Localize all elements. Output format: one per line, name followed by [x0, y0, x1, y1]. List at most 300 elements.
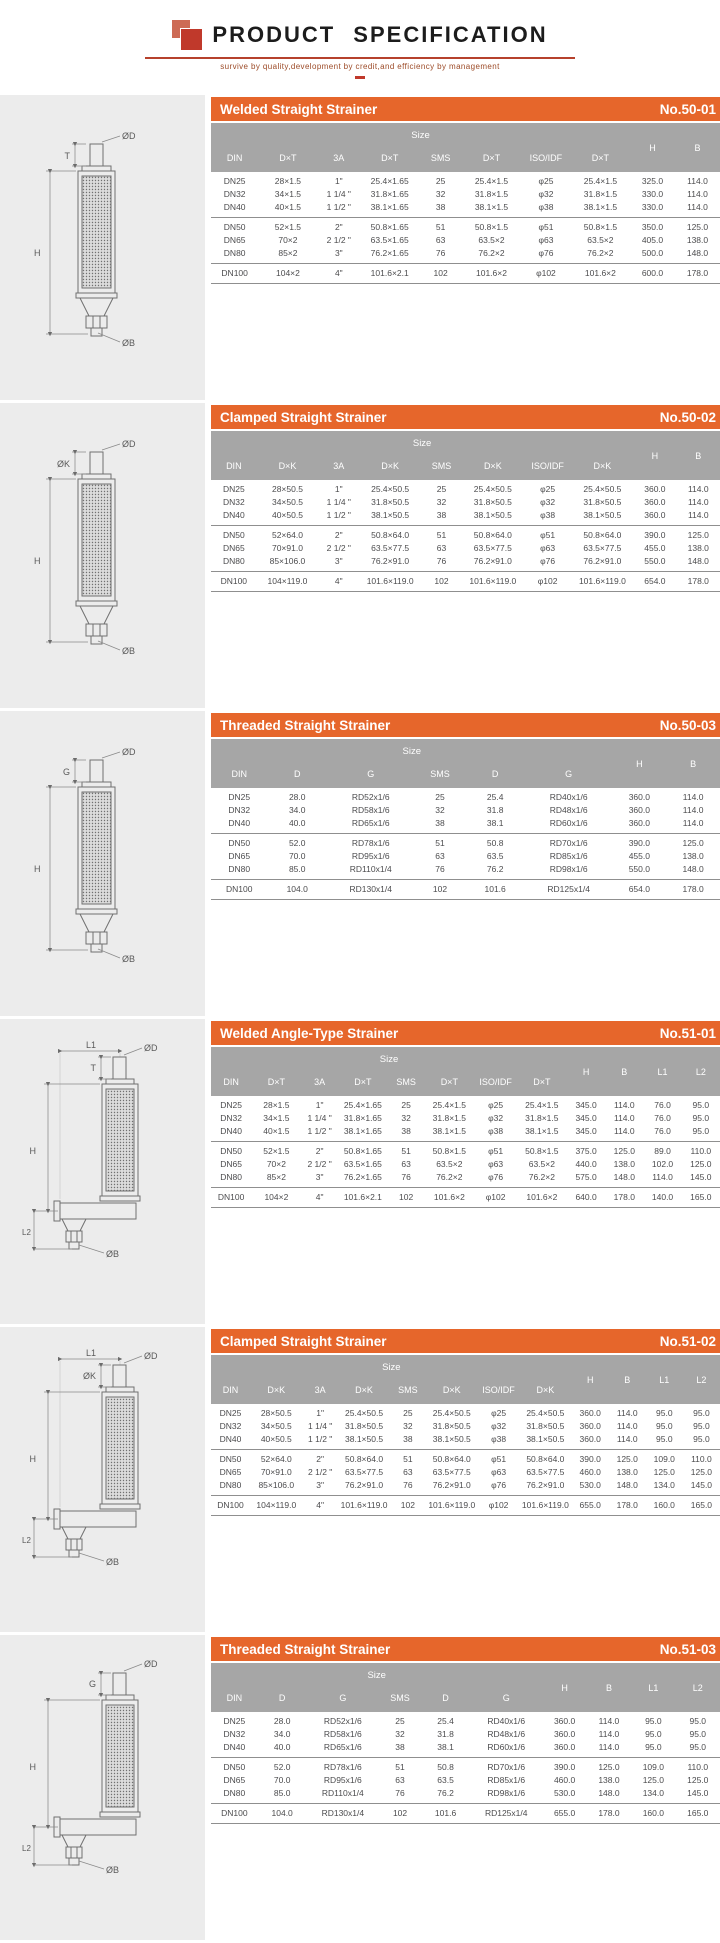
cell: DN25 [219, 1408, 242, 1418]
cell: 390.0 [553, 1762, 576, 1773]
cell: DN40 [220, 1126, 242, 1137]
table-title-bar [211, 97, 720, 121]
cell: 76.2×2 [528, 1172, 555, 1183]
cell: 31.8×1.5 [474, 189, 509, 200]
strainer-drawing-angle [20, 1347, 185, 1612]
cell: RD85x1/6 [549, 851, 588, 862]
table-row [211, 555, 720, 572]
cell: 165.0 [690, 1192, 712, 1203]
table-title: Threaded Straight Strainer [220, 717, 391, 733]
cell: DN50 [228, 838, 251, 849]
cell: 114.0 [687, 484, 709, 494]
table-row [211, 247, 720, 264]
cell: DN25 [223, 176, 246, 186]
cell: φ38 [488, 1126, 504, 1137]
cell: 101.6×2 [433, 1192, 465, 1203]
cell: 104.0 [286, 884, 308, 895]
drawing-panel [0, 95, 205, 403]
cell: 102.0 [651, 1159, 674, 1170]
cell: 114.0 [613, 1126, 635, 1137]
cell: 50.8×64.0 [432, 1454, 471, 1465]
dim-label-height: H [29, 1762, 36, 1772]
cell: DN80 [223, 248, 246, 259]
cell: 38.1×50.5 [526, 1434, 565, 1445]
cell: 31.8 [437, 1729, 454, 1740]
strainer-mesh [106, 1397, 134, 1499]
cell: 102 [399, 1192, 414, 1203]
cell: 38.1 [486, 818, 504, 829]
cell: 2 1/2 " [326, 543, 351, 554]
cell: φ25 [540, 484, 556, 494]
col-header: D×T [258, 146, 317, 172]
cell: 1" [316, 1408, 325, 1418]
table-header [211, 1355, 720, 1404]
col-header: SMS [415, 762, 466, 788]
cell: 104.0 [271, 1808, 293, 1819]
table-title-bar [211, 405, 720, 429]
table-title-bar [211, 1329, 720, 1353]
dim-label-outlet: ØB [106, 1249, 120, 1259]
cell: 38.1×1.65 [343, 1126, 382, 1137]
drawing-panel [0, 711, 205, 1019]
cell: RD125x1/4 [484, 1808, 528, 1819]
cell: 1 1/2 " [307, 1126, 332, 1137]
cell: 38.1×50.5 [583, 510, 622, 521]
strainer-mesh [106, 1705, 134, 1807]
cell: 28×1.5 [263, 1100, 290, 1110]
cell: 38 [436, 510, 447, 521]
row-group [211, 1142, 720, 1188]
cell: 178.0 [682, 884, 704, 895]
cell: 101.6 [484, 884, 506, 895]
size-header: Size [211, 1047, 567, 1070]
cell: 63 [435, 851, 445, 862]
cell: φ102 [537, 576, 558, 587]
table-row [211, 1466, 720, 1479]
table-row [211, 201, 720, 218]
cell: φ102 [536, 268, 556, 279]
cell: 51 [435, 838, 445, 849]
cell: 360.0 [579, 1421, 601, 1432]
col-header: D [465, 762, 524, 788]
cell: 76.2×91.0 [526, 1480, 565, 1491]
cell: 38.1×1.65 [370, 202, 409, 213]
cell: 114.0 [687, 189, 708, 200]
cell: 325.0 [641, 176, 664, 186]
dim-label-diameter: ØD [144, 1659, 158, 1669]
strainer-body-outline [76, 452, 117, 644]
table-panel [205, 1327, 720, 1635]
cell: 25.4×50.5 [583, 484, 622, 494]
cell: 101.6 [434, 1808, 457, 1819]
cell: 2 1/2 " [326, 235, 351, 246]
drawing-panel [0, 1635, 205, 1943]
table-panel [205, 95, 720, 403]
dim-label-port: G [62, 766, 70, 777]
cell: 102 [434, 576, 449, 587]
cell: 138.0 [613, 1159, 635, 1170]
table-number: No.51-02 [659, 1333, 716, 1349]
table-row [211, 188, 720, 201]
table-row [211, 496, 720, 509]
cell: 655.0 [553, 1808, 576, 1819]
dim-label-height: H [33, 863, 40, 874]
cell: φ25 [538, 176, 554, 186]
row-group [211, 1758, 720, 1804]
cell: 50.8×1.5 [525, 1146, 559, 1157]
cell: 145.0 [690, 1480, 713, 1491]
cell: 145.0 [687, 1788, 709, 1799]
cell: 70×2 [266, 1159, 286, 1170]
cell: DN25 [220, 1100, 242, 1110]
cell: RD95x1/6 [351, 851, 390, 862]
cell: 95.0 [692, 1113, 710, 1124]
col-header: DIN [211, 454, 257, 480]
cell: 360.0 [553, 1742, 576, 1753]
table-row [211, 834, 720, 851]
cell: DN32 [228, 805, 251, 816]
cell: 104×119.0 [267, 576, 308, 587]
dim-label-outlet: ØB [121, 645, 135, 656]
cell: DN65 [222, 543, 245, 554]
cell: 28×1.5 [274, 176, 302, 186]
cell: 330.0 [641, 202, 664, 213]
row-group [211, 1096, 720, 1142]
cell: 350.0 [641, 222, 664, 233]
col-header: L1 [631, 1663, 675, 1712]
cell: 1 1/4 " [326, 497, 351, 508]
cell: 2" [315, 1146, 324, 1157]
table-row [211, 1158, 720, 1171]
table-row [211, 1804, 720, 1824]
col-header: H [567, 1047, 605, 1096]
col-header: G [470, 1686, 542, 1712]
col-header: H [633, 431, 676, 480]
cell: φ76 [538, 248, 554, 259]
cell: 40×1.5 [274, 202, 302, 213]
cell: RD58x1/6 [351, 805, 390, 816]
cell: 140.0 [651, 1192, 674, 1203]
cell: 654.0 [644, 576, 666, 587]
cell: φ51 [538, 222, 554, 233]
cell: 38 [435, 818, 445, 829]
section-no-51-03 [0, 1635, 720, 1943]
col-header: ISO/IDF [524, 454, 572, 480]
cell: 160.0 [642, 1808, 664, 1819]
cell: DN50 [220, 1146, 242, 1157]
table-header [211, 123, 720, 172]
cell: 110.0 [687, 1762, 709, 1773]
table-row [211, 218, 720, 235]
cell: 34×1.5 [274, 189, 302, 200]
cell: 25.4×50.5 [526, 1408, 565, 1418]
cell: 95.0 [689, 1716, 707, 1726]
cell: 1 1/2 " [326, 202, 351, 213]
col-header: D [258, 1686, 307, 1712]
table-row [211, 880, 720, 900]
col-header: SMS [390, 1378, 425, 1404]
dim-label-l2: L2 [22, 1844, 31, 1853]
col-header: B [666, 739, 720, 788]
col-header: D×K [338, 1378, 391, 1404]
cell: 360.0 [644, 484, 666, 494]
cell: 460.0 [553, 1775, 576, 1786]
cell: 1 1/2 " [308, 1434, 333, 1445]
table-header [211, 431, 720, 480]
cell: 360.0 [579, 1408, 601, 1418]
cell: DN80 [219, 1480, 242, 1491]
col-header: DIN [211, 146, 258, 172]
cell: 31.8×50.5 [473, 497, 512, 508]
cell: 38 [395, 1742, 405, 1753]
col-header: ISO/IDF [478, 1378, 519, 1404]
cell: 101.6×119.0 [428, 1500, 476, 1511]
col-header: D×K [257, 454, 319, 480]
cell: 31.8×50.5 [583, 497, 622, 508]
col-header: 3A [302, 1070, 338, 1096]
col-header: H [612, 739, 666, 788]
cell: RD130x1/4 [349, 884, 392, 895]
cell: 40.0 [273, 1742, 291, 1753]
cell: 70×91.0 [271, 543, 303, 554]
col-header: L1 [646, 1355, 683, 1404]
cell: 31.8×50.5 [345, 1421, 384, 1432]
dim-label-outlet: ØB [106, 1557, 120, 1567]
cell: 114.0 [687, 202, 708, 213]
cell: 63.5×1.65 [370, 235, 409, 246]
cell: 63.5×77.5 [526, 1467, 565, 1478]
cell: DN25 [223, 1716, 246, 1726]
table-title-bar [211, 1021, 720, 1045]
page-header [0, 0, 720, 95]
cell: 76.2×91.0 [583, 556, 622, 567]
cell: RD78x1/6 [323, 1762, 362, 1773]
cell: 31.8×50.5 [432, 1421, 471, 1432]
cell: 38.1×50.5 [473, 510, 512, 521]
cell: DN65 [219, 1467, 242, 1478]
cell: 95.0 [645, 1716, 662, 1726]
cell: φ63 [491, 1467, 507, 1478]
col-header: 3A [318, 146, 361, 172]
cell: RD60x1/6 [487, 1742, 526, 1753]
cell: 38 [401, 1126, 411, 1137]
cell: 85.0 [273, 1788, 291, 1799]
drawing-panel [0, 1327, 205, 1635]
cell: 114.0 [598, 1729, 620, 1740]
dim-label-height: H [33, 555, 40, 566]
cell: 76.2×2 [436, 1172, 463, 1183]
cell: RD52x1/6 [323, 1716, 362, 1726]
cell: 34×50.5 [271, 497, 303, 508]
cell: 25 [435, 792, 445, 802]
cell: 85.0 [288, 864, 306, 875]
cell: 125.0 [687, 530, 709, 541]
cell: 138.0 [686, 235, 709, 246]
logo-square-front-icon [180, 28, 203, 51]
table-row [211, 863, 720, 880]
cell: 134.0 [653, 1480, 675, 1491]
table-row [211, 1112, 720, 1125]
cell: RD98x1/6 [549, 864, 588, 875]
cell: 50.8×1.5 [432, 1146, 466, 1157]
cell: 125.0 [682, 838, 704, 849]
cell: 89.0 [654, 1146, 671, 1157]
cell: 76.0 [654, 1126, 671, 1137]
cell: DN100 [221, 268, 248, 279]
cell: 32 [435, 189, 446, 200]
cell: 38.1×50.5 [432, 1434, 471, 1445]
cell: 114.0 [616, 1408, 638, 1418]
table-number: No.50-03 [659, 717, 716, 733]
cell: 455.0 [628, 851, 650, 862]
cell: φ76 [488, 1172, 504, 1183]
cell: 70.0 [288, 851, 306, 862]
table-row [211, 509, 720, 526]
cell: 38.1 [437, 1742, 454, 1753]
cell: 63.5×77.5 [345, 1467, 384, 1478]
cell: 63 [403, 1467, 413, 1478]
row-group [211, 172, 720, 218]
cell: φ38 [538, 202, 554, 213]
dim-label-l2: L2 [22, 1228, 31, 1237]
section-no-51-02 [0, 1327, 720, 1635]
header-tick [355, 76, 365, 79]
cell: φ38 [491, 1434, 507, 1445]
cell: DN32 [220, 1113, 242, 1124]
col-header: DIN [211, 762, 268, 788]
cell: 63.5×2 [587, 235, 614, 246]
dim-label-outlet: ØB [121, 337, 135, 348]
cell: 76.2×2 [587, 248, 614, 259]
cell: 52.0 [273, 1762, 291, 1773]
cell: 38.1×1.5 [474, 202, 509, 213]
cell: 76.0 [654, 1113, 671, 1124]
cell: 2 1/2 " [307, 1159, 332, 1170]
cell: φ63 [538, 235, 554, 246]
cell: RD52x1/6 [351, 792, 390, 802]
cell: 63.5×2 [478, 235, 505, 246]
cell: 63.5×2 [528, 1159, 555, 1170]
cell: φ32 [488, 1113, 504, 1124]
cell: DN100 [221, 1808, 248, 1819]
cell: 4" [316, 1500, 325, 1511]
cell: DN50 [222, 530, 245, 541]
cell: 2" [334, 222, 343, 233]
cell: 25 [435, 176, 446, 186]
cell: 34.0 [288, 805, 306, 816]
cell: 31.8×50.5 [526, 1421, 565, 1432]
cell: 38.1×50.5 [345, 1434, 384, 1445]
cell: 52×1.5 [263, 1146, 290, 1157]
cell: 76.2 [486, 864, 504, 875]
table-header [211, 1663, 720, 1712]
cell: 102 [400, 1500, 415, 1511]
cell: 102 [432, 884, 448, 895]
cell: 95.0 [693, 1421, 710, 1432]
cell: RD95x1/6 [323, 1775, 362, 1786]
cell: 640.0 [575, 1192, 597, 1203]
cell: 51 [403, 1454, 413, 1465]
col-header: D×T [571, 146, 630, 172]
cell: 85×2 [266, 1172, 286, 1183]
table-row [211, 1404, 720, 1420]
col-header: L1 [643, 1047, 681, 1096]
cell: 76.2×91.0 [371, 556, 410, 567]
row-group [211, 788, 720, 834]
cell: 76.0 [654, 1100, 671, 1110]
cell: 138.0 [687, 543, 709, 554]
spec-table [211, 1047, 720, 1208]
cell: 390.0 [644, 530, 666, 541]
cell: 25 [403, 1408, 413, 1418]
table-row [211, 1171, 720, 1188]
table-panel [205, 711, 720, 1019]
strainer-body-outline [54, 1673, 140, 1865]
table-row [211, 1758, 720, 1775]
cell: 125.0 [686, 222, 709, 233]
table-row [211, 1712, 720, 1728]
cell: DN65 [228, 851, 251, 862]
cell: 101.6×119.0 [366, 576, 414, 587]
cell: 1" [334, 484, 343, 494]
cell: 85×106.0 [258, 1480, 295, 1491]
cell: DN32 [219, 1421, 242, 1432]
cell: 31.8×1.5 [583, 189, 618, 200]
cell: 63 [401, 1159, 411, 1170]
cell: DN32 [223, 1729, 246, 1740]
cell: 32 [436, 497, 447, 508]
cell: 360.0 [644, 497, 666, 508]
cell: φ102 [488, 1500, 509, 1511]
cell: 31.8×50.5 [371, 497, 410, 508]
col-header: D×K [462, 454, 524, 480]
cell: 114.0 [598, 1742, 620, 1753]
col-header: SMS [388, 1070, 424, 1096]
cell: 25.4×50.5 [432, 1408, 471, 1418]
cell: 40×1.5 [263, 1126, 290, 1137]
dim-label-port: ØK [82, 1371, 96, 1381]
cell: 50.8×64.0 [345, 1454, 384, 1465]
table-row [211, 526, 720, 543]
col-header: B [675, 123, 720, 172]
cell: 52.0 [288, 838, 306, 849]
col-header: D×K [519, 1378, 572, 1404]
cell: 138.0 [682, 851, 704, 862]
cell: 50.8×64.0 [473, 530, 512, 541]
row-group [211, 526, 720, 572]
cell: 38 [403, 1434, 413, 1445]
dim-label-l1: L1 [86, 1040, 97, 1050]
cell: 95.0 [692, 1126, 710, 1137]
cell: 51 [436, 530, 447, 541]
cell: 101.6×2 [584, 268, 616, 279]
cell: 25.4×50.5 [345, 1408, 384, 1418]
table-number: No.51-01 [659, 1025, 716, 1041]
cell: φ38 [540, 510, 556, 521]
strainer-mesh [82, 792, 111, 904]
cell: 25.4×1.5 [525, 1100, 559, 1110]
cell: 25 [401, 1100, 411, 1110]
cell: 50.8×64.0 [583, 530, 622, 541]
table-row [211, 850, 720, 863]
dim-label-l2: L2 [22, 1536, 31, 1545]
table-row [211, 1450, 720, 1467]
table-row [211, 817, 720, 834]
cell: 178.0 [598, 1808, 620, 1819]
cell: DN40 [223, 1742, 246, 1753]
table-row [211, 172, 720, 188]
cell: 345.0 [575, 1100, 597, 1110]
